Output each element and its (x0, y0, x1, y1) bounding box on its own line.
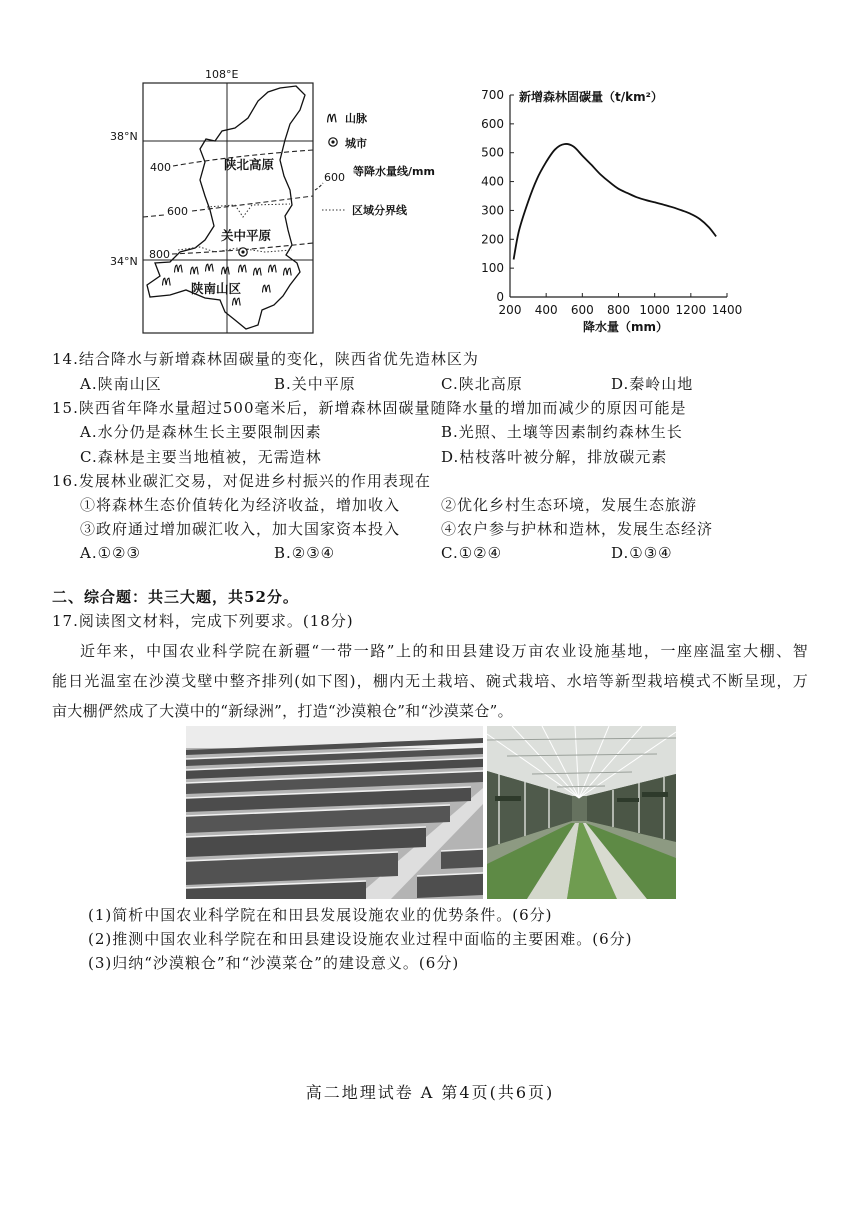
question-17-stem: 17.阅读图文材料，完成下列要求。(18分) (52, 612, 354, 630)
mountain-icon (233, 298, 241, 305)
y-axis-label: 新增森林固碳量（t/km²） (519, 90, 663, 104)
map-legend (315, 111, 435, 217)
parallel-label-34n: 34°N (110, 255, 138, 268)
option-b: B.②③④ (274, 544, 336, 562)
mountain-icon (163, 278, 171, 285)
mountain-icon (328, 114, 336, 122)
legend-isoline-sample (315, 183, 323, 190)
section-heading: 二、综合题：共三大题，共52分。 (52, 588, 299, 606)
isoline-600 (192, 196, 313, 211)
region-label-north-plateau: 陕北高原 (224, 157, 275, 172)
y-tick-label: 300 (481, 203, 504, 218)
mountain-icon (206, 264, 214, 271)
x-tick-label: 200 (498, 303, 522, 317)
option-a: A.①②③ (80, 544, 141, 562)
question-stem: 14.结合降水与新增森林固碳量的变化，陕西省优先造林区为 (52, 350, 479, 368)
option-b: B.光照、土壤等因素制约森林生长 (441, 423, 683, 441)
isoline-600-left (143, 215, 164, 217)
option-d: D.枯枝落叶被分解，排放碳元素 (441, 448, 668, 466)
option-c: C.陕北高原 (441, 375, 523, 393)
shaanxi-map (110, 68, 313, 333)
mountain-icon (254, 268, 262, 275)
meridian-label: 108°E (205, 68, 239, 81)
region-label-guanzhong-plain: 关中平原 (221, 228, 272, 243)
statement-1: ①将森林生态价值转化为经济收益，增加收入 (80, 496, 401, 514)
option-c: C.森林是主要当地植被，无需造林 (80, 448, 322, 466)
chart-ticks (481, 88, 742, 317)
y-tick-label: 200 (481, 232, 504, 247)
x-tick-label: 800 (607, 303, 630, 317)
y-tick-label: 400 (481, 174, 504, 189)
region-boundary-north (207, 204, 290, 217)
figure-map-and-chart (0, 0, 860, 345)
page-footer: 高二地理试卷 A 第4页(共6页) (305, 1083, 555, 1102)
isoline-label-800: 800 (149, 248, 170, 261)
greenhouse-aerial-photo (186, 726, 483, 899)
y-tick-label: 500 (481, 145, 504, 160)
mountain-icon (239, 265, 247, 272)
question-stem: 16.发展林业碳汇交易，对促进乡村振兴的作用表现在 (52, 472, 431, 490)
material-line: 能日光温室在沙漠戈壁中整齐排列(如下图)，棚内无土栽培、碗式栽培、水培等新型栽培模式不断呈现，万 (52, 672, 808, 690)
legend-isoline-label: 等降水量线/mm (353, 165, 435, 178)
mountain-icon (284, 268, 292, 275)
x-tick-label: 1400 (711, 303, 743, 317)
carbon-precipitation-chart (481, 88, 742, 334)
question-stem: 15.陕西省年降水量超过500毫米后，新增森林固碳量随降水量的增加而减少的原因可能是 (52, 399, 687, 417)
city-icon (329, 138, 337, 146)
mountain-icon (222, 267, 230, 274)
y-tick-label: 600 (481, 116, 504, 131)
material-line: 亩大棚俨然成了大漠中的“新绿洲”，打造“沙漠粮仓”和“沙漠菜仓”。 (52, 702, 513, 720)
y-tick-label: 100 (481, 261, 504, 276)
statement-3: ③政府通过增加碳汇收入，加大国家资本投入 (80, 520, 401, 538)
series-line (514, 144, 717, 260)
legend-mountain-label: 山脉 (345, 112, 367, 125)
option-a: A.陕南山区 (80, 375, 162, 393)
x-tick-label: 400 (534, 303, 558, 317)
legend-city-label: 城市 (345, 137, 367, 150)
option-d: D.①③④ (611, 544, 673, 562)
greenhouse-interior-photo (487, 726, 676, 899)
x-tick-label: 1000 (639, 303, 670, 317)
x-tick-label: 600 (570, 303, 594, 317)
city-icon (239, 248, 247, 256)
statement-4: ④农户参与护林和造林，发展生态经济 (441, 520, 714, 538)
x-tick-label: 1200 (675, 303, 707, 317)
region-label-south-mountains: 陕南山区 (191, 281, 242, 296)
material-line: 近年来，中国农业科学院在新疆“一带一路”上的和田县建设万亩农业设施基地，一座座温室大棚、智 (80, 642, 808, 660)
mountain-icon (263, 285, 271, 292)
option-c: C.①②④ (441, 544, 503, 562)
x-axis-label: 降水量（mm） (583, 320, 669, 334)
sub-question-3: (3)归纳“沙漠粮仓”和“沙漠菜仓”的建设意义。(6分) (88, 954, 460, 972)
legend-boundary-label: 区域分界线 (352, 204, 407, 217)
option-b: B.关中平原 (274, 375, 356, 393)
greenhouse-roof (417, 873, 483, 898)
mountain-icon (269, 265, 277, 272)
option-a: A.水分仍是森林生长主要限制因素 (80, 423, 322, 441)
mountain-icon (175, 265, 183, 272)
sub-question-2: (2)推测中国农业科学院在和田县建设设施农业过程中面临的主要困难。(6分) (88, 930, 633, 948)
sub-question-1: (1)简析中国农业科学院在和田县发展设施农业的优势条件。(6分) (88, 906, 553, 924)
isoline-label-600: 600 (167, 205, 188, 218)
mountain-icon (191, 267, 199, 274)
statement-2: ②优化乡村生态环境，发展生态旅游 (441, 496, 698, 514)
y-tick-label: 0 (496, 290, 504, 304)
option-d: D.秦岭山地 (611, 375, 694, 393)
legend-isoline-value: 600 (324, 171, 345, 184)
isoline-label-400: 400 (150, 161, 171, 174)
parallel-label-38n: 38°N (110, 130, 138, 143)
y-tick-label: 700 (481, 88, 504, 102)
greenhouse-roof (441, 849, 483, 869)
